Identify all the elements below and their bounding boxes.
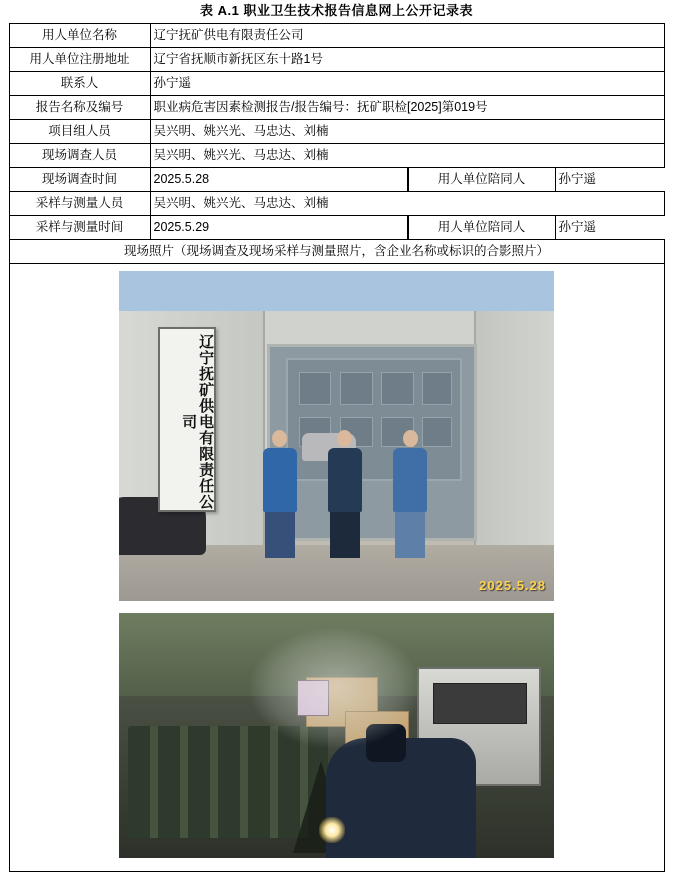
record-table [9,23,665,872]
table-row [9,216,664,240]
row-value-sampling-time: 2025.5.29 [150,216,407,240]
photo1-person-center [328,430,362,558]
photo2-welding-smoke [250,628,420,748]
photo1-person-head [337,430,352,447]
photo1-person-left [263,430,297,558]
table-row [9,192,664,216]
table-row [9,240,664,264]
table-row [9,120,664,144]
company-name-sign: 辽宁抚矿供电有限责任公司 [158,327,216,512]
photos-section-header: 现场照片（现场调查及现场采样与测量照片，含企业名称或标识的合影照片） [9,240,664,264]
photo1-person-legs [395,512,425,558]
photo1-person-legs [265,512,295,558]
row-value-survey-time: 2025.5.28 [150,168,407,192]
sampling-escort-label: 用人单位陪同人 [408,216,555,239]
row-value-project-team: 吴兴明、姚兴光、马忠达、刘楠 [150,120,664,144]
row-label-survey-time: 现场调查时间 [9,168,150,192]
row-value-contact-person: 孙宁遥 [150,72,664,96]
table-row [9,168,664,192]
sampling-escort-value: 孙宁遥 [558,220,597,234]
photo1-person-body [263,448,297,512]
sampling-escort-group [407,216,664,240]
row-value-sampling-staff: 吴兴明、姚兴光、马忠达、刘楠 [150,192,664,216]
row-label-sampling-staff: 采样与测量人员 [9,192,150,216]
row-label-registered-address: 用人单位注册地址 [9,48,150,72]
row-label-report-name-number: 报告名称及编号 [9,96,150,120]
photo1-window [422,372,451,405]
table-row [9,48,664,72]
photo1-window [381,372,414,405]
photo1-archway [267,344,477,541]
page-title: 表 A.1 职业卫生技术报告信息网上公开记录表 [200,3,473,18]
site-survey-photo [119,271,554,601]
row-label-contact-person: 联系人 [9,72,150,96]
survey-escort-value: 孙宁遥 [558,172,597,186]
survey-escort-label: 用人单位陪同人 [408,168,555,191]
row-value-company-name: 辽宁抚矿供电有限责任公司 [150,24,664,48]
photo2-welding-arc [319,817,345,843]
photo1-timestamp: 2025.5.28 [479,578,546,593]
row-value-survey-staff: 吴兴明、姚兴光、马忠达、刘楠 [150,144,664,168]
table-row-photos [9,264,664,872]
photo1-person-right [393,430,427,558]
photo1-window [299,372,332,405]
photo1-window [340,372,373,405]
table-row [9,144,664,168]
photo1-person-body [328,448,362,512]
row-label-sampling-time: 采样与测量时间 [9,216,150,240]
photo1-person-head [272,430,287,447]
photo1-right-facade [474,311,554,559]
survey-escort-group [407,168,664,192]
table-row [9,96,664,120]
row-value-registered-address: 辽宁省抚顺市新抚区东十路1号 [150,48,664,72]
table-row [9,24,664,48]
photos-cell [9,264,664,872]
row-label-survey-staff: 现场调查人员 [9,144,150,168]
photos-container [13,265,661,858]
photo2-equipment-panel [433,683,526,724]
photo1-archway-inner [286,358,462,481]
row-label-company-name: 用人单位名称 [9,24,150,48]
row-label-project-team: 项目组人员 [9,120,150,144]
row-value-report-name-number: 职业病危害因素检测报告/报告编号：抚矿职检[2025]第019号 [150,96,664,120]
table-row [9,72,664,96]
photo1-person-head [403,430,418,447]
photo1-person-legs [330,512,360,558]
site-sampling-photo [119,613,554,858]
photo1-person-body [393,448,427,512]
